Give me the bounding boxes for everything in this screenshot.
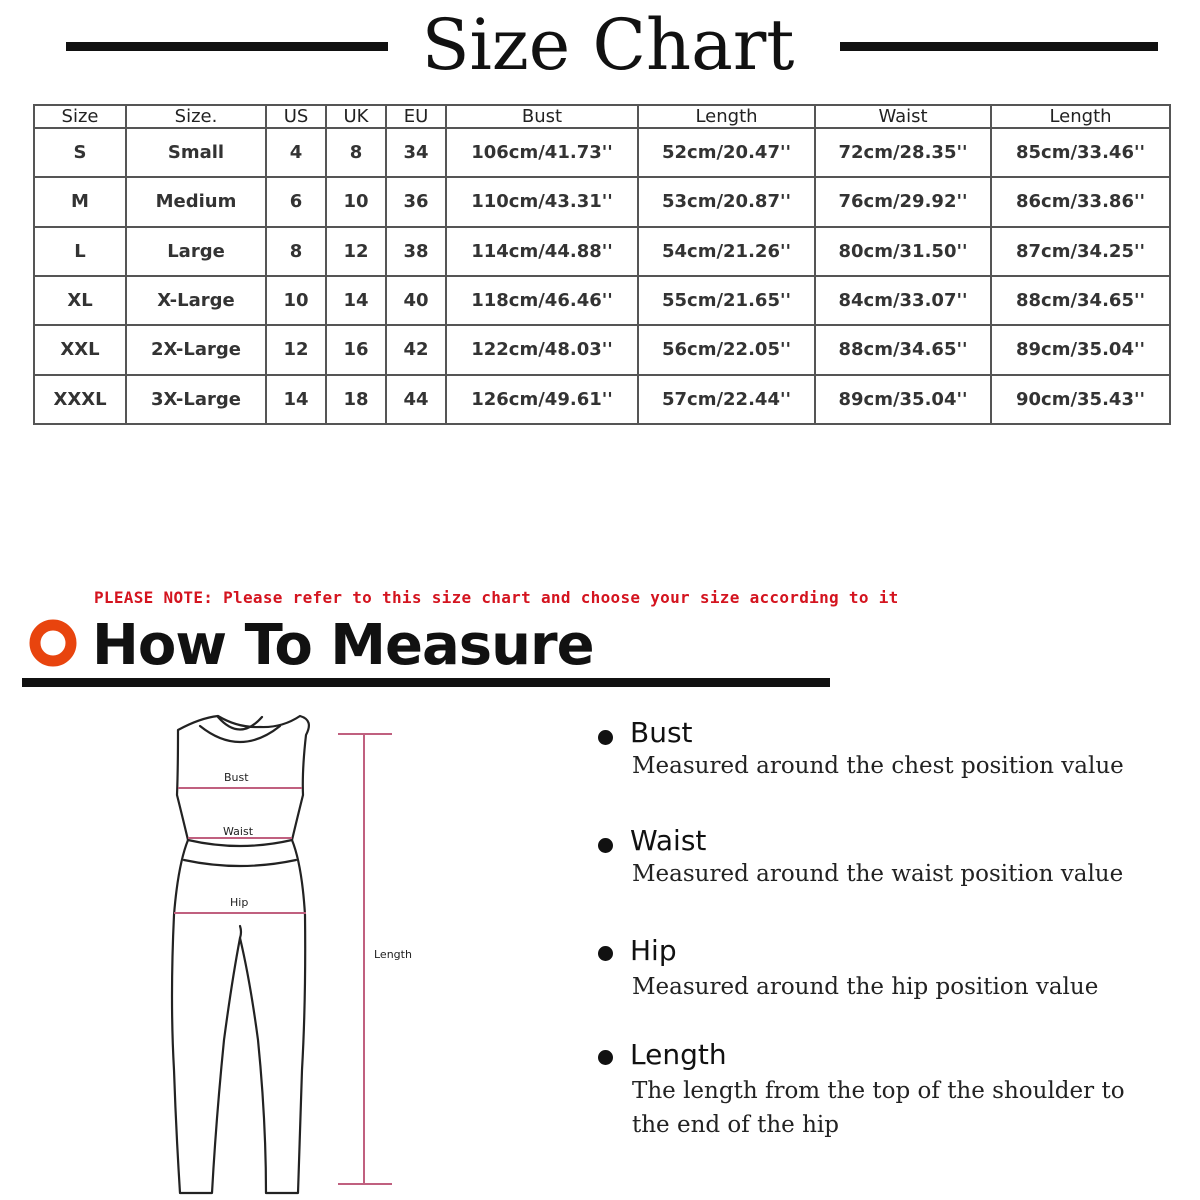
table-cell: 4 <box>266 128 326 177</box>
table-cell: 110cm/43.31'' <box>446 177 638 226</box>
table-row <box>34 177 1170 226</box>
table-cell: 89cm/35.04'' <box>815 375 991 424</box>
title-rule-left <box>66 42 388 51</box>
size-table <box>33 104 1171 425</box>
col-header-size-name: Size. <box>126 105 266 128</box>
table-cell: Medium <box>126 177 266 226</box>
table-cell: XXXL <box>34 375 126 424</box>
col-header-us: US <box>266 105 326 128</box>
table-cell: 10 <box>266 276 326 325</box>
measure-item-desc: The length from the top of the shoulder to the end of the hip <box>632 1078 1125 1138</box>
table-cell: 88cm/34.65'' <box>991 276 1170 325</box>
bullet-icon <box>598 1050 613 1065</box>
col-header-bottom-length: Length <box>991 105 1170 128</box>
table-cell: 118cm/46.46'' <box>446 276 638 325</box>
table-cell: 12 <box>326 227 386 276</box>
please-note-text: PLEASE NOTE: Please refer to this size chart and choose your size according to it <box>94 588 899 607</box>
table-row <box>34 375 1170 424</box>
ring-icon <box>28 618 78 668</box>
table-cell: Large <box>126 227 266 276</box>
table-cell: XXL <box>34 325 126 374</box>
bullet-icon <box>598 838 613 853</box>
bullet-icon <box>598 946 613 961</box>
table-cell: 80cm/31.50'' <box>815 227 991 276</box>
table-cell: 6 <box>266 177 326 226</box>
table-cell: 55cm/21.65'' <box>638 276 815 325</box>
table-header-row <box>34 105 1170 128</box>
table-cell: X-Large <box>126 276 266 325</box>
table-cell: 34 <box>386 128 446 177</box>
size-chart-header <box>0 0 1200 95</box>
table-cell: L <box>34 227 126 276</box>
table-cell: 54cm/21.26'' <box>638 227 815 276</box>
col-header-uk: UK <box>326 105 386 128</box>
table-cell: 114cm/44.88'' <box>446 227 638 276</box>
title-rule-right <box>840 42 1158 51</box>
table-cell: 3X-Large <box>126 375 266 424</box>
table-cell: 12 <box>266 325 326 374</box>
col-header-size: Size <box>34 105 126 128</box>
length-label: Length <box>374 948 412 961</box>
measure-item-desc: Measured around the chest position value <box>632 753 1124 779</box>
table-cell: 8 <box>326 128 386 177</box>
jumpsuit-measure-diagram <box>140 700 440 1200</box>
size-chart-title: Size Chart <box>421 4 795 86</box>
table-cell: Small <box>126 128 266 177</box>
table-cell: 122cm/48.03'' <box>446 325 638 374</box>
table-cell: 88cm/34.65'' <box>815 325 991 374</box>
table-row <box>34 128 1170 177</box>
table-cell: 10 <box>326 177 386 226</box>
table-cell: 2X-Large <box>126 325 266 374</box>
col-header-eu: EU <box>386 105 446 128</box>
table-cell: 8 <box>266 227 326 276</box>
table-cell: 40 <box>386 276 446 325</box>
table-cell: 72cm/28.35'' <box>815 128 991 177</box>
bust-label: Bust <box>224 771 249 784</box>
table-cell: 126cm/49.61'' <box>446 375 638 424</box>
measure-item-title: Waist <box>630 824 707 857</box>
table-cell: 44 <box>386 375 446 424</box>
table-cell: 14 <box>326 276 386 325</box>
table-cell: 38 <box>386 227 446 276</box>
table-cell: 90cm/35.43'' <box>991 375 1170 424</box>
table-row <box>34 325 1170 374</box>
table-cell: 36 <box>386 177 446 226</box>
table-cell: 87cm/34.25'' <box>991 227 1170 276</box>
how-to-measure-rule <box>22 678 830 687</box>
measure-item-desc: Measured around the waist position value <box>632 861 1124 887</box>
table-cell: M <box>34 177 126 226</box>
bullet-icon <box>598 730 613 745</box>
hip-label: Hip <box>230 896 249 909</box>
waist-label: Waist <box>223 825 254 838</box>
table-cell: 76cm/29.92'' <box>815 177 991 226</box>
table-cell: 18 <box>326 375 386 424</box>
measure-item-desc: Measured around the hip position value <box>632 974 1099 1000</box>
col-header-top-length: Length <box>638 105 815 128</box>
table-cell: 14 <box>266 375 326 424</box>
table-cell: 57cm/22.44'' <box>638 375 815 424</box>
table-cell: 84cm/33.07'' <box>815 276 991 325</box>
col-header-bust: Bust <box>446 105 638 128</box>
measure-item-title: Length <box>630 1038 727 1071</box>
table-row <box>34 227 1170 276</box>
measure-item-title: Hip <box>630 934 677 967</box>
table-cell: 16 <box>326 325 386 374</box>
table-cell: 42 <box>386 325 446 374</box>
how-to-measure-title: How To Measure <box>92 613 594 678</box>
table-cell: 89cm/35.04'' <box>991 325 1170 374</box>
col-header-waist: Waist <box>815 105 991 128</box>
table-cell: 106cm/41.73'' <box>446 128 638 177</box>
table-cell: 85cm/33.46'' <box>991 128 1170 177</box>
table-cell: 56cm/22.05'' <box>638 325 815 374</box>
measure-item-title: Bust <box>630 716 693 749</box>
table-cell: XL <box>34 276 126 325</box>
table-cell: 52cm/20.47'' <box>638 128 815 177</box>
table-cell: 53cm/20.87'' <box>638 177 815 226</box>
table-cell: S <box>34 128 126 177</box>
table-cell: 86cm/33.86'' <box>991 177 1170 226</box>
table-row <box>34 276 1170 325</box>
